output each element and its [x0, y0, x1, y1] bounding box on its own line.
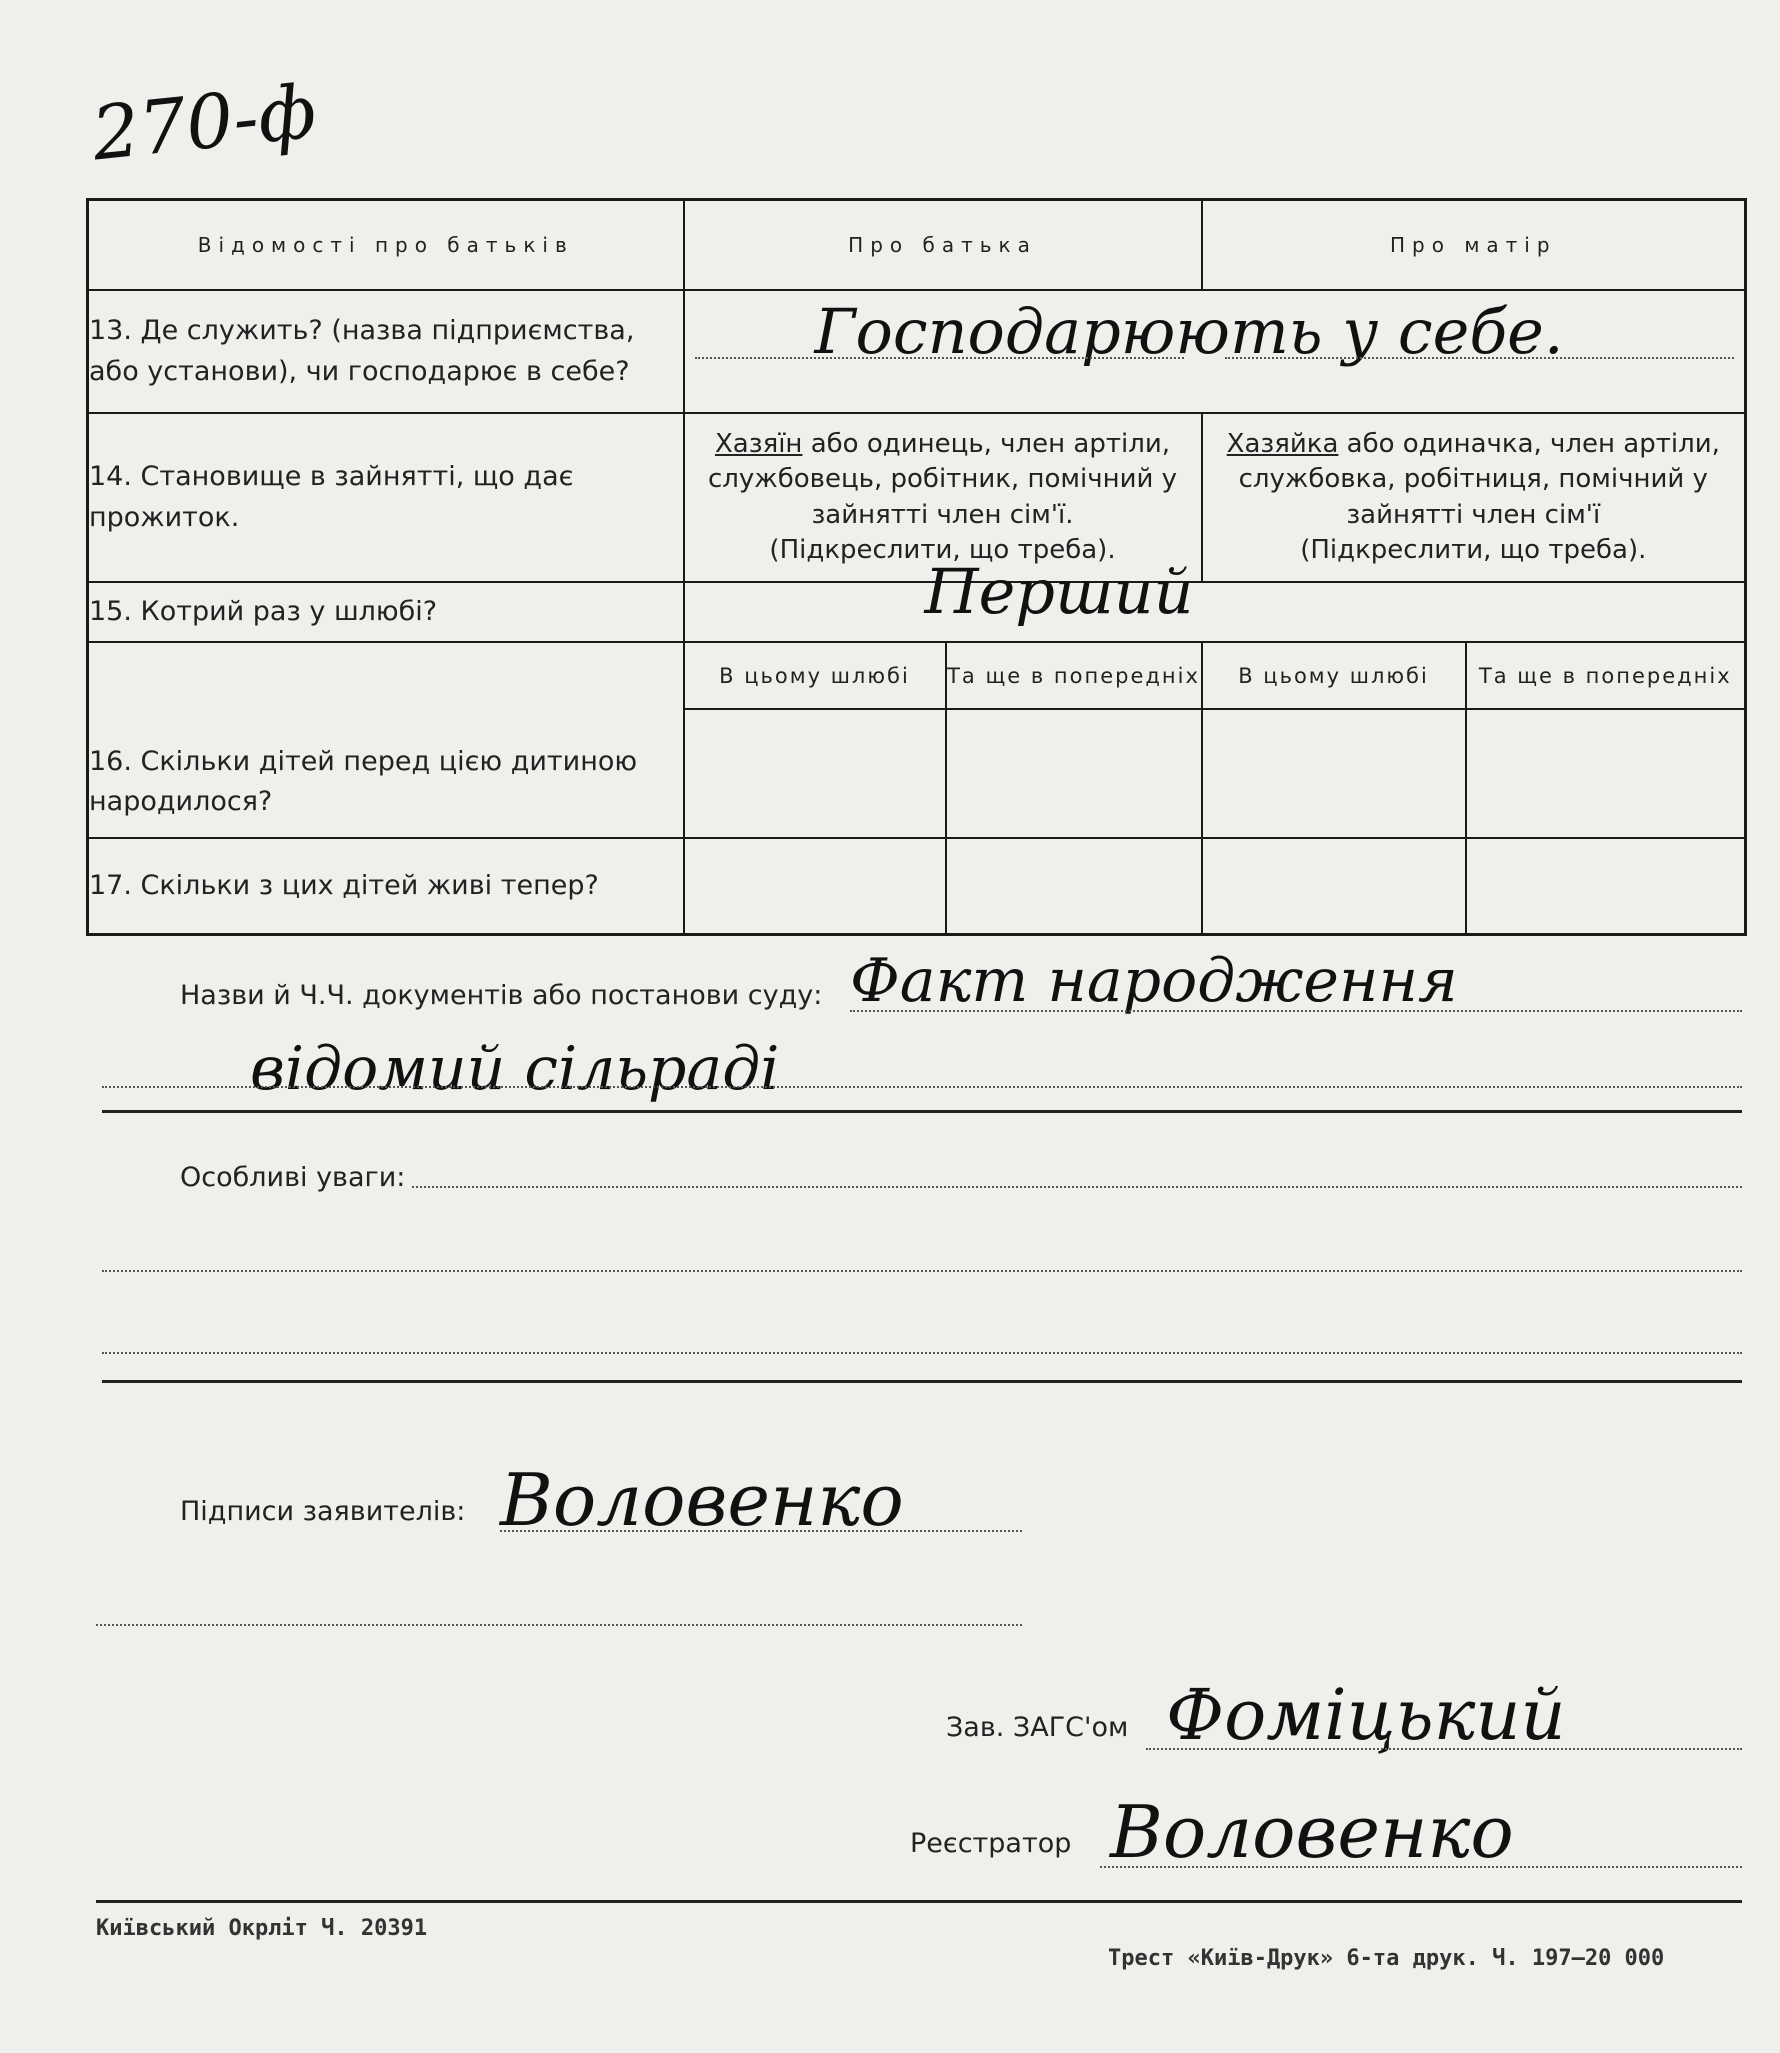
- answer-17-father-previous: [946, 838, 1202, 935]
- documents-value-line1: Факт народження: [850, 946, 1458, 1016]
- question-15: 15. Котрий раз у шлюбі?: [88, 582, 684, 642]
- applicants-signature: Воловенко: [500, 1458, 904, 1542]
- answer-15: Перший: [924, 555, 1194, 629]
- answer-17-mother-this: [1202, 838, 1466, 935]
- answer-16-mother-previous: [1466, 709, 1746, 838]
- father-previous-header: Та ще в попередніх: [946, 642, 1202, 708]
- mother-previous-header: Та ще в попередніх: [1466, 642, 1746, 708]
- mother-this-marriage-header: В цьому шлюбі: [1202, 642, 1466, 708]
- applicants-label: Підписи заявителів:: [180, 1496, 466, 1527]
- footer-printer-left: Київський Окрліт Ч. 20391: [96, 1916, 428, 1941]
- father-selected-option: Хазяїн: [715, 429, 803, 460]
- answer-13-cell: [684, 290, 1746, 413]
- documents-label: Назви й Ч.Ч. документів або постанови суду:: [180, 980, 823, 1011]
- zags-head-signature: Фоміцький: [1166, 1674, 1566, 1756]
- header-father: Про батька: [684, 200, 1202, 291]
- zags-head-label: Зав. ЗАГС'ом: [946, 1712, 1129, 1743]
- question-17: 17. Скільки з цих дітей живі тепер?: [88, 838, 684, 935]
- mother-options: або одиначка, член артіли, службовка, робітниця, помічний у зайнятті член сім'ї: [1238, 429, 1720, 530]
- question-16: 16. Скільки дітей перед цією дитиною народилося?: [88, 642, 684, 837]
- question-14: 14. Становище в зайнятті, що дає прожиток.: [88, 413, 684, 582]
- remarks-label: Особливі уваги:: [180, 1162, 406, 1193]
- header-mother: Про матір: [1202, 200, 1746, 291]
- documents-value-line2: відомий сільраді: [250, 1034, 780, 1104]
- answer-17-mother-previous: [1466, 838, 1746, 935]
- answer-16-father-this: [684, 709, 946, 838]
- question-13: 13. Де служить? (назва підприємства, або установи), чи господарює в себе?: [88, 290, 684, 413]
- parents-info-table: [86, 198, 1747, 936]
- registrar-signature: Воловенко: [1110, 1790, 1514, 1874]
- header-parents-info: Відомості про батьків: [88, 200, 684, 291]
- mother-note: (Підкреслити, що треба).: [1300, 534, 1647, 565]
- registrar-label: Реєстратор: [910, 1828, 1072, 1859]
- archive-number: 270-ф: [88, 68, 321, 178]
- answer-17-father-this: [684, 838, 946, 935]
- father-this-marriage-header: В цьому шлюбі: [684, 642, 946, 708]
- answer-16-father-previous: [946, 709, 1202, 838]
- answer-13: Господарюють у себе.: [814, 295, 1564, 369]
- footer-printer-right: Трест «Київ-Друк» 6-та друк. Ч. 197—20 000: [1108, 1946, 1665, 1971]
- answer-15-cell: [684, 555, 1746, 642]
- mother-occupation-cell: [1202, 413, 1746, 582]
- father-options: або одинець, член артіли, службовець, робітник, помічний у зайнятті член сім'ї.: [707, 429, 1178, 530]
- father-note: (Підкреслити, що треба).: [769, 534, 1116, 565]
- mother-selected-option: Хазяйка: [1226, 429, 1339, 460]
- answer-16-mother-this: [1202, 709, 1466, 838]
